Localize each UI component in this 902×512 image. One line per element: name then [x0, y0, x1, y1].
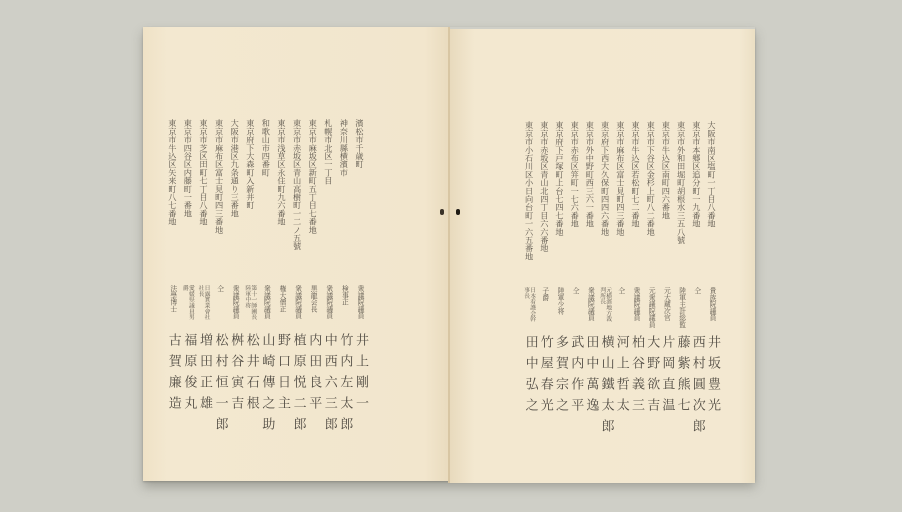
entry-name: 桝谷寅吉	[228, 333, 244, 417]
entry-name: 西村圓次郎	[689, 335, 705, 440]
entry-address: 和歌山市四番町	[261, 119, 272, 177]
entry-title: 衆議院議員	[262, 285, 271, 319]
entry-name: 山崎傳之助	[259, 333, 275, 438]
entry-name: 柏谷義三	[629, 335, 644, 419]
entry-title: 愛媛県議員男爵	[181, 285, 194, 320]
entry-title: 衆議院議員	[231, 285, 240, 319]
entry-title: 元衆議院議員	[647, 287, 656, 328]
entry-name: 武内作平	[568, 335, 584, 419]
entry-address: 東京市麻布区富士見町四三番地	[615, 121, 626, 236]
entry-name: 横山鐵太郎	[598, 335, 614, 440]
entry-address: 神奈川縣横濱市	[339, 119, 350, 177]
entry-address: 東京市小石川区小日向台町一六五番地	[524, 121, 535, 261]
entry-title: 権大僧正	[278, 285, 286, 313]
entry-title: 仝	[616, 287, 625, 294]
entry-name: 井上剛一	[353, 333, 368, 417]
binding-stitch-left	[440, 209, 444, 215]
entry-address: 東京府下西大久保町四四六番地	[600, 121, 611, 236]
entry-name: 野口日主	[275, 333, 290, 417]
entry-name: 田中萬逸	[583, 335, 599, 419]
entry-address: 東京市牛込区矢来町八七番地	[167, 119, 178, 226]
binding-stitch-right	[456, 209, 460, 215]
entry-address: 東京府下戸塚町上台七四七番地	[555, 121, 565, 236]
entry-name: 藤紫熊七	[674, 335, 690, 419]
entry-address: 東京市本郷区追分町一九番地	[691, 121, 702, 228]
entry-address: 東京市牛込区若松町七二番地	[631, 121, 641, 228]
entry-name: 古賀廉造	[165, 333, 181, 417]
entry-title: 黒龍会長	[309, 285, 318, 313]
entry-title: 陸軍少将	[556, 287, 564, 315]
entry-name: 増田正雄	[197, 333, 212, 417]
entry-name: 田中弘之	[522, 335, 538, 419]
right-page	[450, 29, 755, 483]
entry-title: 衆議院議員	[632, 287, 640, 321]
entry-title: 陸軍主計総監	[677, 287, 686, 328]
entry-title: 衆議院議員	[356, 285, 364, 319]
entry-title: 貴族院議員	[708, 287, 716, 321]
entry-name: 片岡直温	[659, 335, 675, 419]
entry-address: 大阪市港区九条通り三番地	[230, 119, 241, 218]
entry-name: 中西六三郎	[321, 333, 337, 438]
entry-title: 検事正	[340, 285, 349, 306]
entry-name: 多賀宗之	[553, 335, 568, 419]
entry-title: 日露實業會社社長	[197, 285, 209, 320]
entry-name: 大野欲吉	[644, 335, 660, 419]
entry-title: 日本看護会幹事長	[522, 287, 535, 322]
entry-title: 子爵	[540, 287, 549, 301]
entry-address: 東京市浅草区永住町九六番地	[277, 119, 287, 226]
entry-title: 衆議院議員	[586, 287, 595, 321]
entry-address: 東京市麻布区富士見町四三番地	[214, 119, 225, 234]
entry-title: 仝	[215, 285, 224, 292]
entry-address: 東京市四谷区内藤町一番地	[183, 119, 194, 218]
entry-title: 仝	[571, 287, 580, 294]
entry-address: 東京市赤布区笄町一七六番地	[570, 121, 581, 228]
entry-name: 植原悦二郎	[290, 333, 306, 438]
entry-title: 法學博士	[168, 285, 177, 313]
entry-address: 東京市下谷区金杉上町八二番地	[646, 121, 657, 236]
entry-address: 東京市麻坂区新町五丁目七番地	[308, 119, 319, 234]
entry-title: 衆議院議員	[324, 285, 333, 319]
entry-title: 元横濱地方裁判所長	[598, 287, 611, 322]
entry-name: 井坂豊光	[705, 335, 720, 419]
entry-address: 大阪市南区塩町一丁目八番地	[707, 121, 717, 228]
open-booklet	[143, 27, 755, 481]
entry-name: 河上哲太	[613, 335, 629, 419]
entry-title: 元大蔵次官	[662, 287, 671, 321]
entry-address: 札幌市北区一丁目	[323, 119, 334, 185]
entry-name: 福原俊丸	[181, 333, 197, 417]
entry-name: 松井石根	[243, 333, 259, 417]
entry-name: 内田良平	[306, 333, 322, 417]
entry-title: 第十一師團長陸軍中将	[243, 285, 256, 320]
entry-address: 濱松市千歳町	[355, 119, 365, 169]
entry-address: 東京府下大森町入新井町	[245, 119, 256, 210]
entry-address: 東京市牛込区南町四六番地	[661, 121, 672, 220]
entry-address: 東京市赤坂区青山高樹町一二ノ五號	[292, 119, 303, 251]
entry-title: 衆議院議員	[293, 285, 302, 319]
entry-address: 東京市外和田堀町胡根水三五八號	[676, 121, 687, 244]
left-page	[143, 27, 449, 481]
entry-address: 東京市芝区田町七丁目八番地	[199, 119, 209, 226]
entry-name: 松村恒一郎	[212, 333, 228, 438]
entry-title: 仝	[692, 287, 701, 294]
entry-address: 東京市外中野町西三六一番地	[585, 121, 596, 228]
entry-name: 竹内左太郎	[337, 333, 353, 438]
entry-name: 竹屋春光	[537, 335, 553, 419]
entry-address: 東京市赤坂区青山北四丁目六六番地	[539, 121, 550, 253]
